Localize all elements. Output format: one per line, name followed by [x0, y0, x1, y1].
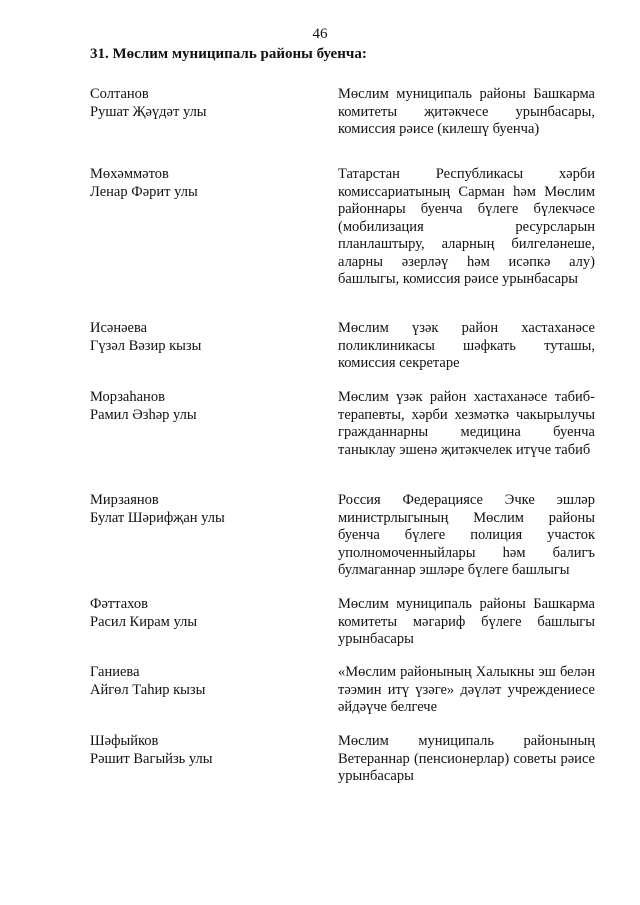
member-given-name: Айгөл Таһир кызы — [90, 681, 206, 698]
member-given-name: Рәшит Вагыйзь улы — [90, 750, 213, 767]
member-entry — [90, 596, 595, 649]
member-position: Мөслим муниципаль районы Башкарма комитеты мәгариф бүлеге башлыгы урынбасары — [338, 596, 595, 647]
member-surname: Фәттахов — [90, 596, 148, 612]
member-surname: Ганиева — [90, 664, 140, 680]
member-name — [90, 492, 320, 580]
member-given-name: Расил Кирам улы — [90, 613, 198, 630]
member-given-name: Ленар Фәрит улы — [90, 183, 198, 200]
member-given-name: Рамил Әзһәр улы — [90, 406, 197, 423]
member-surname: Мирзаянов — [90, 492, 159, 508]
member-surname: Мөхәммәтов — [90, 166, 169, 182]
section-heading: 31. Мөслим муниципаль районы буенча: — [90, 46, 367, 62]
member-position: Мөслим муниципаль районының Ветераннар (пенсионерлар) советы рәисе урынбасары — [338, 733, 595, 784]
page-number: 46 — [312, 26, 328, 42]
member-name — [90, 320, 320, 373]
member-name — [90, 596, 320, 649]
member-entry — [90, 320, 595, 373]
member-position: Татарстан Республикасы хәрби комиссариатының Сарман һәм Мөслим районнары буенча бүлеге бүлекчәсе (мобилизация ресурсларын планлаштыру, аларның билгеләнеше, аларны әзерләү һәм исәпкә алу) башлыгы, комиссия рәисе урынбасары — [338, 166, 595, 287]
member-given-name: Гүзәл Вәзир кызы — [90, 337, 202, 354]
member-position: Мөслим үзәк район хастаханәсе табиб-терапевты, хәрби хезмәткә чакырылучы гражданнарны медицина буенча таныклау эшенә җитәкчелек итүче табиб — [338, 389, 595, 458]
member-entry — [90, 664, 595, 717]
member-name — [90, 664, 320, 717]
member-entry — [90, 86, 595, 139]
member-surname: Шәфыйков — [90, 733, 159, 749]
member-name — [90, 733, 320, 786]
member-position: Россия Федерациясе Эчке эшләр министрлыгының Мөслим районы буенча бүлеге полиция участок уполномоченныйлары һәм балигъ булмаганнар эшләре бүлеге башлыгы — [338, 492, 595, 578]
member-given-name: Рушат Җәүдәт улы — [90, 103, 207, 120]
member-position: «Мөслим районының Халыкны эш белән тәэмин итү үзәге» дәүләт учреждениесе әйдәүче белгече — [338, 664, 595, 715]
member-surname: Солтанов — [90, 86, 149, 102]
member-name — [90, 166, 320, 289]
member-entry — [90, 389, 595, 459]
member-surname: Морзаһанов — [90, 389, 165, 405]
member-surname: Исәнәева — [90, 320, 148, 336]
member-position: Мөслим үзәк район хастаханәсе поликлиникасы шәфкать туташы, комиссия секретаре — [338, 320, 595, 371]
member-name — [90, 86, 320, 139]
member-position: Мөслим муниципаль районы Башкарма комитеты җитәкчесе урынбасары, комиссия рәисе (килешү буенча) — [338, 86, 595, 137]
member-entry — [90, 733, 595, 786]
member-given-name: Булат Шәрифҗан улы — [90, 509, 225, 526]
member-name — [90, 389, 320, 459]
member-entry — [90, 166, 595, 289]
member-entry — [90, 492, 595, 580]
